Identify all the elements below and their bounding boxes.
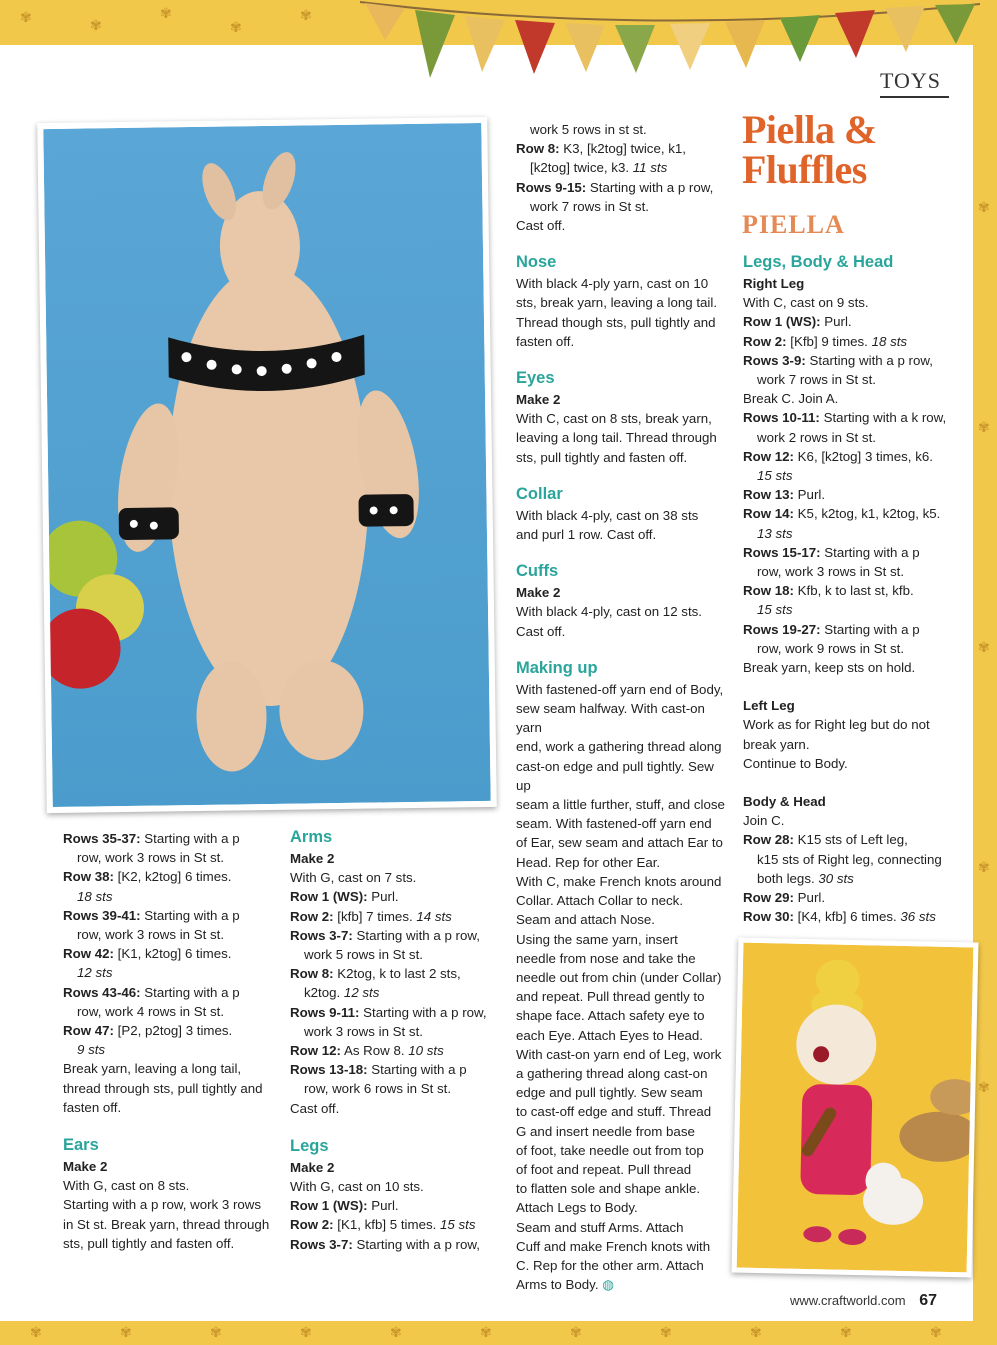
instruction-line: a gathering thread along cast-on bbox=[516, 1065, 708, 1081]
row-text: Starting with a p row, bbox=[352, 927, 480, 943]
row-text: [k2tog] twice, k3. bbox=[530, 160, 633, 176]
row-text: row, work 4 rows in St st. bbox=[77, 1003, 225, 1019]
row-text: K3, [k2tog] twice, k1, bbox=[559, 141, 686, 157]
title-line-1: Piella & bbox=[742, 107, 877, 152]
row-text: [K4, kfb] 6 times. bbox=[793, 909, 901, 925]
row-label: Rows 35-37: bbox=[63, 831, 141, 846]
row-text: [Kfb] 9 times. bbox=[786, 333, 872, 349]
make-count: Make 2 bbox=[290, 851, 335, 866]
row-label: Row 2: bbox=[743, 333, 787, 349]
row-text: [kfb] 7 times. bbox=[333, 908, 417, 924]
instruction-line: Collar. Attach Collar to neck. bbox=[516, 893, 684, 909]
instruction-line: With black 4-ply yarn, cast on 10 bbox=[516, 276, 709, 292]
row-text: row, work 9 rows in St st. bbox=[757, 640, 905, 656]
website-link[interactable]: www.craftworld.com bbox=[790, 1293, 906, 1308]
instruction-line: Continue to Body. bbox=[743, 755, 848, 771]
row-text: work 5 rows in St st. bbox=[304, 947, 423, 963]
instruction-line: With G, cast on 10 sts. bbox=[290, 1179, 424, 1195]
article-subtitle: PIELLA bbox=[742, 210, 845, 239]
instruction-line: of foot, take needle out from top bbox=[516, 1142, 704, 1158]
row-text: K5, k2tog, k1, k2tog, k5. bbox=[793, 506, 941, 522]
row-label: Row 12: bbox=[290, 1043, 341, 1059]
instruction-line: Break yarn, keep sts on hold. bbox=[743, 660, 916, 676]
wheat-icon: ✾ bbox=[930, 1325, 942, 1341]
piella-fluffles-image bbox=[737, 943, 974, 1273]
right-leg-subheading: Right Leg bbox=[743, 276, 805, 291]
wheat-icon: ✾ bbox=[750, 1325, 762, 1341]
row-label: Row 13: bbox=[743, 487, 794, 503]
instruction-line: Cuff and make French knots with bbox=[516, 1238, 711, 1254]
row-text: row, work 3 rows in St st. bbox=[757, 564, 905, 580]
instruction-line: With C, cast on 9 sts. bbox=[743, 295, 869, 311]
row-text: Purl. bbox=[793, 487, 826, 503]
row-label: Rows 39-41: bbox=[63, 907, 141, 923]
row-label: Row 38: bbox=[63, 869, 114, 885]
instruction-line: With fastened-off yarn end of Body, bbox=[516, 681, 724, 697]
instruction-line: Using the same yarn, insert bbox=[516, 931, 678, 947]
instruction-line: Head. Rep for other Ear. bbox=[516, 854, 661, 870]
wheat-icon: ✾ bbox=[300, 1325, 312, 1341]
row-label: Rows 3-9: bbox=[743, 352, 806, 368]
instruction-line: and purl 1 row. Cast off. bbox=[516, 527, 657, 543]
row-text: row, work 3 rows in St st. bbox=[77, 850, 225, 866]
row-text: Starting with a p bbox=[140, 984, 240, 1000]
instruction-line: With black 4-ply, cast on 12 sts. bbox=[516, 604, 702, 620]
row-text: Starting with a p bbox=[140, 907, 240, 923]
row-label: Row 1 (WS): bbox=[743, 314, 821, 330]
wheat-icon: ✾ bbox=[210, 1325, 222, 1341]
instruction-line: in St st. Break yarn, thread through bbox=[63, 1216, 270, 1232]
instruction-line: of Ear, sew seam and attach Ear to bbox=[516, 835, 723, 851]
row-text: Starting with a p bbox=[820, 621, 920, 637]
instruction-line: With C, make French knots around bbox=[516, 873, 722, 889]
legs-body-head-heading: Legs, Body & Head bbox=[743, 253, 894, 271]
row-label: Row 47: bbox=[63, 1023, 114, 1039]
wheat-icon: ✾ bbox=[390, 1325, 402, 1341]
section-tag: TOYS bbox=[880, 68, 949, 98]
row-label: Row 29: bbox=[743, 890, 794, 906]
page-number: 67 bbox=[919, 1292, 937, 1309]
make-count: Make 2 bbox=[516, 392, 561, 408]
ears-heading: Ears bbox=[63, 1136, 99, 1155]
photo-piella bbox=[37, 117, 497, 813]
column-1 bbox=[63, 829, 278, 1253]
row-label: Row 2: bbox=[290, 908, 334, 924]
instruction-line: Seam and attach Nose. bbox=[516, 912, 655, 928]
instruction-line: With G, cast on 8 sts. bbox=[63, 1178, 190, 1194]
wheat-icon: ✾ bbox=[978, 640, 990, 656]
row-label: Rows 15-17: bbox=[743, 544, 821, 560]
instruction-line: Thread though sts, pull tightly and bbox=[516, 314, 716, 330]
wheat-icon: ✾ bbox=[160, 6, 172, 22]
wheat-icon: ✾ bbox=[20, 10, 32, 26]
instruction-line: shape face. Attach safety eye to bbox=[516, 1008, 705, 1024]
row-text: [K1, k2tog] 6 times. bbox=[113, 946, 232, 962]
instruction-line: Starting with a p row, work 3 rows bbox=[63, 1197, 262, 1213]
instruction-line: With C, cast on 8 sts, break yarn, bbox=[516, 411, 712, 427]
instruction-line: break yarn. bbox=[743, 736, 810, 752]
stitch-count: 30 sts bbox=[818, 870, 854, 886]
wheat-icon: ✾ bbox=[480, 1325, 492, 1341]
row-text: work 7 rows in St st. bbox=[757, 372, 876, 388]
wheat-icon: ✾ bbox=[90, 18, 102, 34]
instruction-line: of foot and repeat. Pull thread bbox=[516, 1161, 692, 1177]
body-head-subheading: Body & Head bbox=[743, 794, 826, 810]
row-label: Row 8: bbox=[290, 966, 334, 982]
stitch-count: 15 sts bbox=[757, 468, 793, 484]
row-text: Purl. bbox=[367, 1198, 399, 1214]
make-count: Make 2 bbox=[516, 585, 561, 601]
row-text: work 2 rows in St st. bbox=[757, 429, 876, 445]
stitch-count: 11 sts bbox=[632, 160, 668, 176]
page-footer bbox=[790, 1292, 937, 1310]
instruction-line: fasten off. bbox=[516, 333, 575, 349]
stitch-count: 36 sts bbox=[900, 909, 936, 925]
legs-heading: Legs bbox=[290, 1136, 329, 1155]
row-text: Kfb, k to last st, kfb. bbox=[793, 583, 914, 599]
nose-heading: Nose bbox=[516, 253, 557, 272]
stitch-count: 12 sts bbox=[343, 985, 380, 1001]
row-label: Rows 43-46: bbox=[63, 984, 141, 1000]
row-label: Row 42: bbox=[63, 946, 114, 962]
instruction-line: Cast off. bbox=[516, 623, 566, 639]
yarn-ball-end-icon: ◍ bbox=[602, 1277, 614, 1293]
instruction-line: Break C. Join A. bbox=[743, 391, 839, 407]
instruction-line: With G, cast on 7 sts. bbox=[290, 870, 417, 886]
row-text: [K2, k2tog] 6 times. bbox=[113, 869, 232, 885]
instruction-line: Break yarn, leaving a long tail, bbox=[63, 1061, 242, 1077]
row-label: Row 1 (WS): bbox=[290, 1198, 368, 1214]
cuffs-heading: Cuffs bbox=[516, 562, 559, 581]
making-up-heading: Making up bbox=[516, 658, 598, 677]
row-text: As Row 8. bbox=[340, 1043, 409, 1059]
instruction-line: Work as for Right leg but do not bbox=[743, 717, 930, 733]
instruction-line: Attach Legs to Body. bbox=[516, 1200, 638, 1216]
instruction-line: sts, break yarn, leaving a long tail. bbox=[516, 295, 718, 311]
row-text: Starting with a p bbox=[367, 1062, 467, 1078]
column-4 bbox=[743, 252, 968, 927]
instruction-line: to cast-off edge and stuff. Thread bbox=[516, 1104, 712, 1120]
row-label: Rows 19-27: bbox=[743, 621, 821, 637]
row-text: work 3 rows in St st. bbox=[304, 1023, 423, 1039]
stitch-count: 13 sts bbox=[757, 525, 793, 541]
row-text: Starting with a p bbox=[820, 544, 920, 560]
wheat-icon: ✾ bbox=[30, 1325, 42, 1341]
wheat-icon: ✾ bbox=[230, 20, 242, 36]
row-text: Starting with a p row, bbox=[352, 1236, 480, 1252]
instruction-line: C. Rep for the other arm. Attach bbox=[516, 1257, 704, 1273]
row-text: Purl. bbox=[793, 890, 826, 906]
column-3 bbox=[516, 120, 731, 1294]
row-label: Rows 13-18: bbox=[290, 1062, 368, 1078]
instruction-line: and repeat. Pull thread gently to bbox=[516, 989, 705, 1005]
stitch-count: 12 sts bbox=[77, 965, 113, 981]
instruction-line: seam. With fastened-off yarn end bbox=[516, 816, 712, 832]
instruction-line: With black 4-ply, cast on 38 sts bbox=[516, 507, 699, 523]
instruction-line: cast-on edge and pull tightly. Sew up bbox=[516, 758, 714, 793]
row-label: Rows 9-15: bbox=[516, 179, 587, 195]
row-text: Starting with a p row, bbox=[359, 1004, 487, 1020]
row-text: Purl. bbox=[367, 889, 399, 905]
stitch-count: 18 sts bbox=[77, 888, 113, 904]
instruction-line: Seam and stuff Arms. Attach bbox=[516, 1219, 684, 1235]
row-label: Row 2: bbox=[290, 1217, 334, 1233]
instruction-line: sts, pull tightly and fasten off. bbox=[63, 1235, 235, 1251]
wheat-icon: ✾ bbox=[300, 8, 312, 24]
wheat-icon: ✾ bbox=[840, 1325, 852, 1341]
make-count: Make 2 bbox=[290, 1159, 335, 1175]
instruction-line: Cast off. bbox=[516, 218, 566, 234]
row-label: Rows 3-7: bbox=[290, 1236, 353, 1252]
row-text: Starting with a p row, bbox=[805, 352, 933, 368]
row-text: [K1, kfb] 5 times. bbox=[333, 1217, 441, 1233]
row-text: K2tog, k to last 2 sts, bbox=[333, 966, 461, 982]
wheat-icon: ✾ bbox=[660, 1325, 672, 1341]
stitch-count: 15 sts bbox=[440, 1217, 476, 1233]
title-line-2: Fluffles bbox=[742, 147, 867, 192]
row-text: Starting with a p row, bbox=[586, 179, 714, 195]
eyes-heading: Eyes bbox=[516, 369, 555, 388]
instruction-line: needle out from chin (under Collar) bbox=[516, 969, 722, 985]
instruction-line: each Eye. Attach Eyes to Head. bbox=[516, 1027, 704, 1043]
make-count: Make 2 bbox=[63, 1159, 108, 1175]
instruction-line: Cast off. bbox=[290, 1100, 340, 1116]
left-leg-subheading: Left Leg bbox=[743, 698, 795, 714]
row-text: work 7 rows in St st. bbox=[530, 198, 649, 214]
instruction-line: edge and pull tightly. Sew seam bbox=[516, 1085, 703, 1101]
knitted-toy-image bbox=[43, 123, 490, 807]
row-text: k15 sts of Right leg, connecting bbox=[757, 851, 942, 867]
row-label: Row 12: bbox=[743, 448, 794, 464]
article-title bbox=[742, 107, 877, 192]
row-text: work 5 rows in st st. bbox=[530, 122, 647, 137]
row-label: Row 8: bbox=[516, 141, 560, 157]
instruction-line: sts, pull tightly and fasten off. bbox=[516, 449, 688, 465]
stitch-count: 10 sts bbox=[408, 1043, 444, 1059]
instruction-line: thread through sts, pull tightly and bbox=[63, 1080, 263, 1096]
row-label: Rows 9-11: bbox=[290, 1004, 360, 1020]
instruction-line: seam a little further, stuff, and close bbox=[516, 797, 725, 813]
instruction-line: fasten off. bbox=[63, 1099, 122, 1115]
row-text: Starting with a p bbox=[140, 831, 240, 846]
stitch-count: 15 sts bbox=[757, 602, 793, 618]
stitch-count: 18 sts bbox=[871, 333, 908, 349]
row-text: [P2, p2tog] 3 times. bbox=[113, 1023, 233, 1039]
instruction-line: sew seam halfway. With cast-on yarn bbox=[516, 701, 705, 736]
row-text: Purl. bbox=[820, 314, 852, 330]
wheat-icon: ✾ bbox=[978, 860, 990, 876]
row-label: Row 14: bbox=[743, 506, 794, 522]
stitch-count: 14 sts bbox=[416, 908, 452, 924]
instruction-line: to flatten sole and shape ankle. bbox=[516, 1181, 701, 1197]
wheat-icon: ✾ bbox=[570, 1325, 582, 1341]
row-label: Row 1 (WS): bbox=[290, 889, 368, 905]
instruction-line: Join C. bbox=[743, 813, 785, 829]
instruction-line: leaving a long tail. Thread through bbox=[516, 430, 717, 446]
instruction-line: Arms to Body. bbox=[516, 1277, 599, 1293]
row-text: Starting with a k row, bbox=[819, 410, 947, 426]
instruction-line: needle from nose and take the bbox=[516, 950, 696, 966]
row-label: Row 28: bbox=[743, 832, 794, 848]
wheat-icon: ✾ bbox=[978, 1080, 990, 1096]
arms-heading: Arms bbox=[290, 828, 333, 846]
row-text: K15 sts of Left leg, bbox=[793, 832, 908, 848]
collar-heading: Collar bbox=[516, 484, 563, 503]
row-label: Rows 3-7: bbox=[290, 927, 353, 943]
stitch-count: 9 sts bbox=[77, 1042, 106, 1058]
row-text: k2tog. bbox=[304, 985, 344, 1001]
wheat-icon: ✾ bbox=[978, 200, 990, 216]
row-text: K6, [k2tog] 3 times, k6. bbox=[793, 448, 933, 464]
wheat-icon: ✾ bbox=[978, 420, 990, 436]
instruction-line: G and insert needle from base bbox=[516, 1123, 695, 1139]
row-text: row, work 6 rows in St st. bbox=[304, 1081, 452, 1097]
wheat-icon: ✾ bbox=[120, 1325, 132, 1341]
column-2 bbox=[290, 827, 505, 1254]
row-text: row, work 3 rows in St st. bbox=[77, 927, 225, 943]
row-label: Row 18: bbox=[743, 583, 794, 599]
instruction-line: end, work a gathering thread along bbox=[516, 739, 722, 755]
row-label: Rows 10-11: bbox=[743, 410, 820, 426]
row-label: Row 30: bbox=[743, 909, 794, 925]
photo-piella-fluffles bbox=[732, 938, 979, 1278]
instruction-line: With cast-on yarn end of Leg, work bbox=[516, 1046, 722, 1062]
row-text: both legs. bbox=[757, 870, 819, 886]
